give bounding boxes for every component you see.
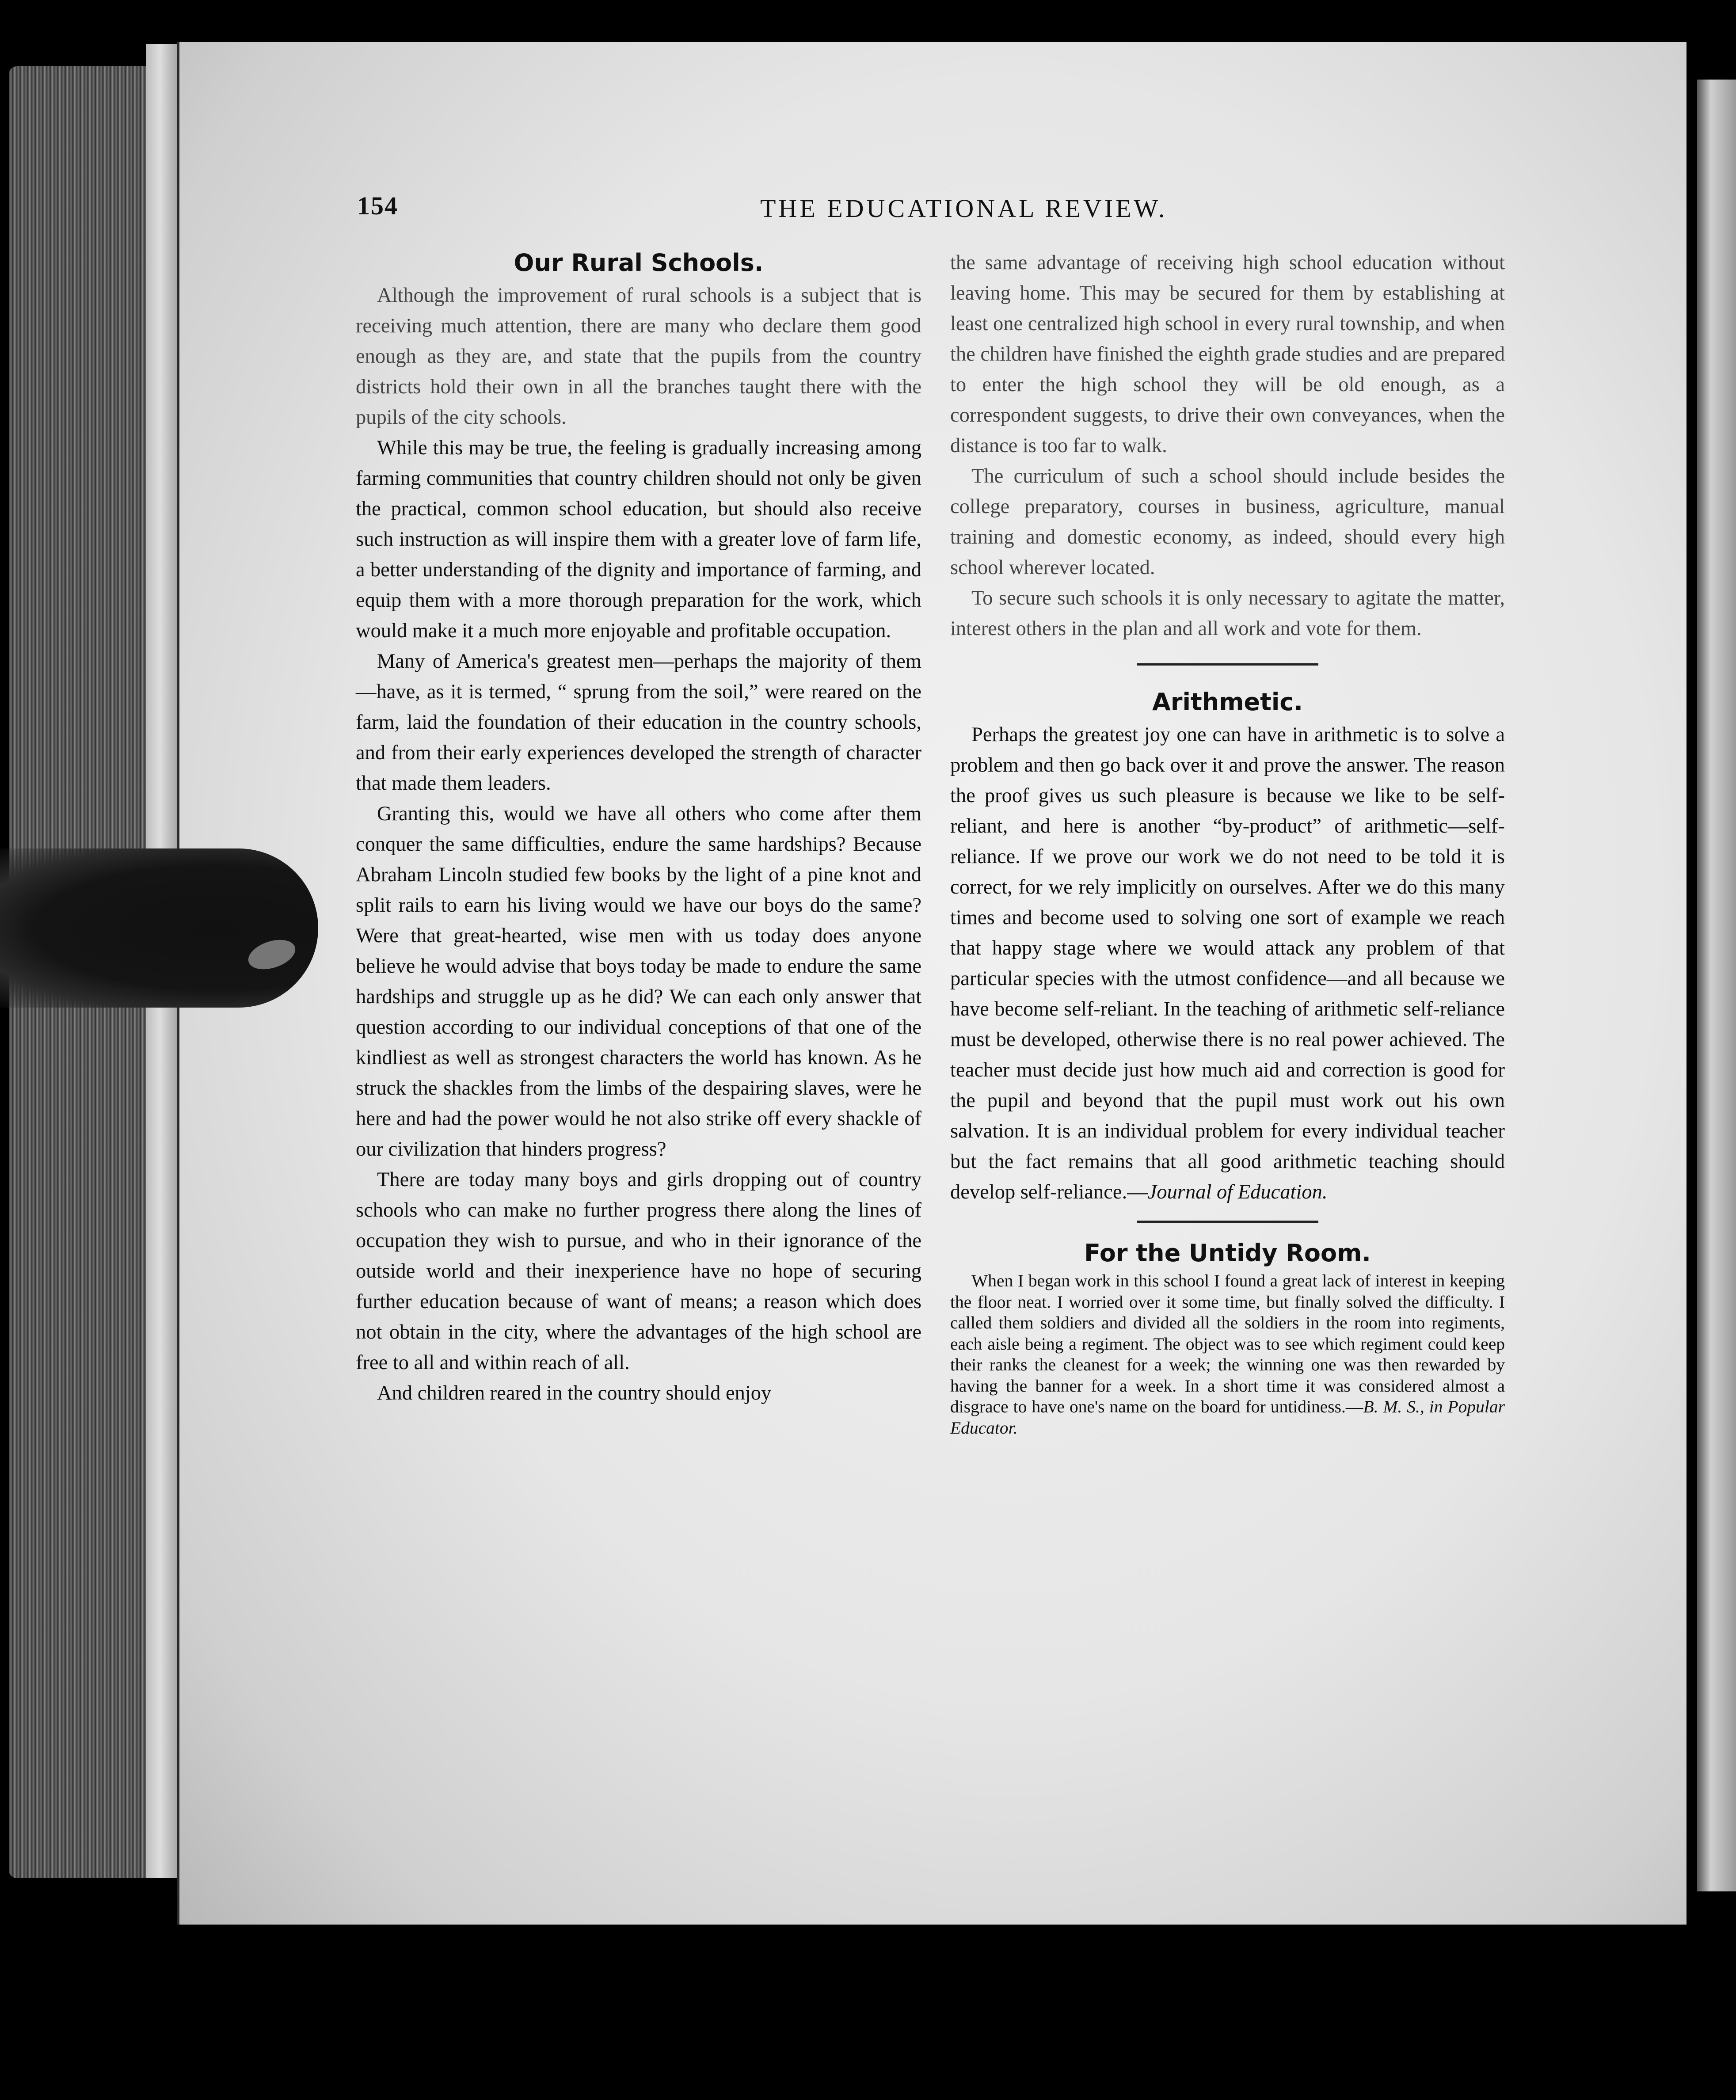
article-paragraph: Granting this, would we have all others who come after them conquer the same difficulties, endure the same hardships? Because Abraham Lincoln studied few books by the light of a pine knot and split rails to earn his living would we have our boys do the same? Were that great-hearted, wise men with us today does anyone believe he would advise that boys today be made to endure the same hardships and struggle up as he did? We can each only answer that question according to our individual conceptions of that one of the kindliest as well as strongest characters the world has known. As he struck the shackles from the limbs of the despairing slaves, were he here and had the power would he not also strike off every shackle of our civilization that hinders progress?: [356, 803, 921, 1160]
article-paragraph: To secure such schools it is only necessary to agitate the matter, interest others in the plan and all work and vote for them.: [950, 587, 1505, 640]
article-paragraph: Although the improvement of rural schools is a subject that is receiving much attention, there are many who declare them good enough as they are, and state that the pupils from the country districts hold their own in all the branches taught there with the pupils of the city schools.: [356, 284, 921, 429]
thumb-shadow: [0, 848, 318, 1008]
left-column: [356, 247, 921, 1408]
article-body: When I began work in this school I found a great lack of interest in keeping the floor neat. I worried over it some time, but finally solved the difficulty. I called them soldiers and divided all the soldiers in the room into regiments, each aisle being a regiment. The object was to see which regiment could keep their ranks the cleanest for a week; the winning one was then rewarded by having the banner for a week. In a short time it was considered almost a disgrace to have one's name on the board for untidiness.—: [950, 1271, 1505, 1416]
running-head: THE EDUCATIONAL REVIEW.: [760, 194, 1168, 223]
article-body: Perhaps the greatest joy one can have in arithmetic is to solve a problem and then go back over it and prove the answer. The reason the proof gives us such pleasure is because we like to be self-reliant, and here is another “by-product” of arithmetic—self-reliance. If we prove our work we do not need to be told it is correct, for we rely implicitly on ourselves. After we do this many times and become used to solving one sort of example we reach that happy stage where we would attack any problem of that particular species with the utmost confidence—and all because we have become self-reliant. In the teaching of arithmetic self-reliance must be developed, otherwise there is no real power achieved. The teacher must decide just how much aid and correction is good for the pupil and beyond that the pupil must work out his own salvation. It is an individual problem for every individual teacher but the fact remains that all good arithmetic teaching should develop self-reliance.—: [950, 723, 1505, 1203]
facing-page-edge: [1697, 80, 1736, 1891]
section-divider: [1137, 1221, 1318, 1223]
article-paragraph-continuation: [950, 247, 1505, 461]
paragraph-continuation: the same advantage of receiving high school education without leaving home. This may be secured for them by establishing at least one centralized high school in every rural township, and when the children have finished the eighth grade studies and are prepared to enter the high school they will be old enough, as a correspondent suggests, to drive their own conveyances, when the distance is too far to walk.: [950, 251, 1505, 457]
page-number: 154: [357, 191, 398, 220]
article-title-untidy-room: For the Untidy Room.: [1084, 1239, 1371, 1267]
article-paragraph-continued: [356, 1378, 921, 1408]
right-column: [950, 247, 1505, 1438]
article-title-arithmetic: Arithmetic.: [1152, 688, 1303, 716]
section-divider: [1137, 663, 1318, 666]
article-title-rural-schools: Our Rural Schools.: [514, 249, 764, 277]
article-paragraph: [950, 719, 1505, 1207]
article-source: B. M. S., in Popular Educator.: [950, 1397, 1505, 1438]
article-paragraph: [950, 1271, 1505, 1438]
article-source: Journal of Education.: [1147, 1181, 1328, 1203]
paragraph-start: And children reared in the country should enjoy: [377, 1382, 772, 1404]
article-paragraph: While this may be true, the feeling is gradually increasing among farming communities that country children should not only be given the practical, common school education, but should also receive such instruction as will inspire them with a greater love of farm life, a better understanding of the dignity and importance of farming, and equip them with a more thorough preparation for the work, which would make it a much more enjoyable and profitable occupation.: [356, 437, 921, 642]
article-paragraph: Many of America's greatest men—perhaps the majority of them—have, as it is termed, “ sprung from the soil,” were reared on the farm, laid the foundation of their education in the country schools, and from their early experiences developed the strength of character that made them leaders.: [356, 650, 921, 795]
article-paragraph: There are today many boys and girls dropping out of country schools who can make no further progress there along the lines of occupation they wish to pursue, and who in their ignorance of the outside world and their inexperience have no hope of securing further education because of want of means; a reason which does not obtain in the city, where the advantages of the high school are free to all and within reach of all.: [356, 1168, 921, 1374]
article-paragraph: The curriculum of such a school should include besides the college preparatory, courses in business, agriculture, manual training and domestic economy, as indeed, should every high school wherever located.: [950, 465, 1505, 579]
